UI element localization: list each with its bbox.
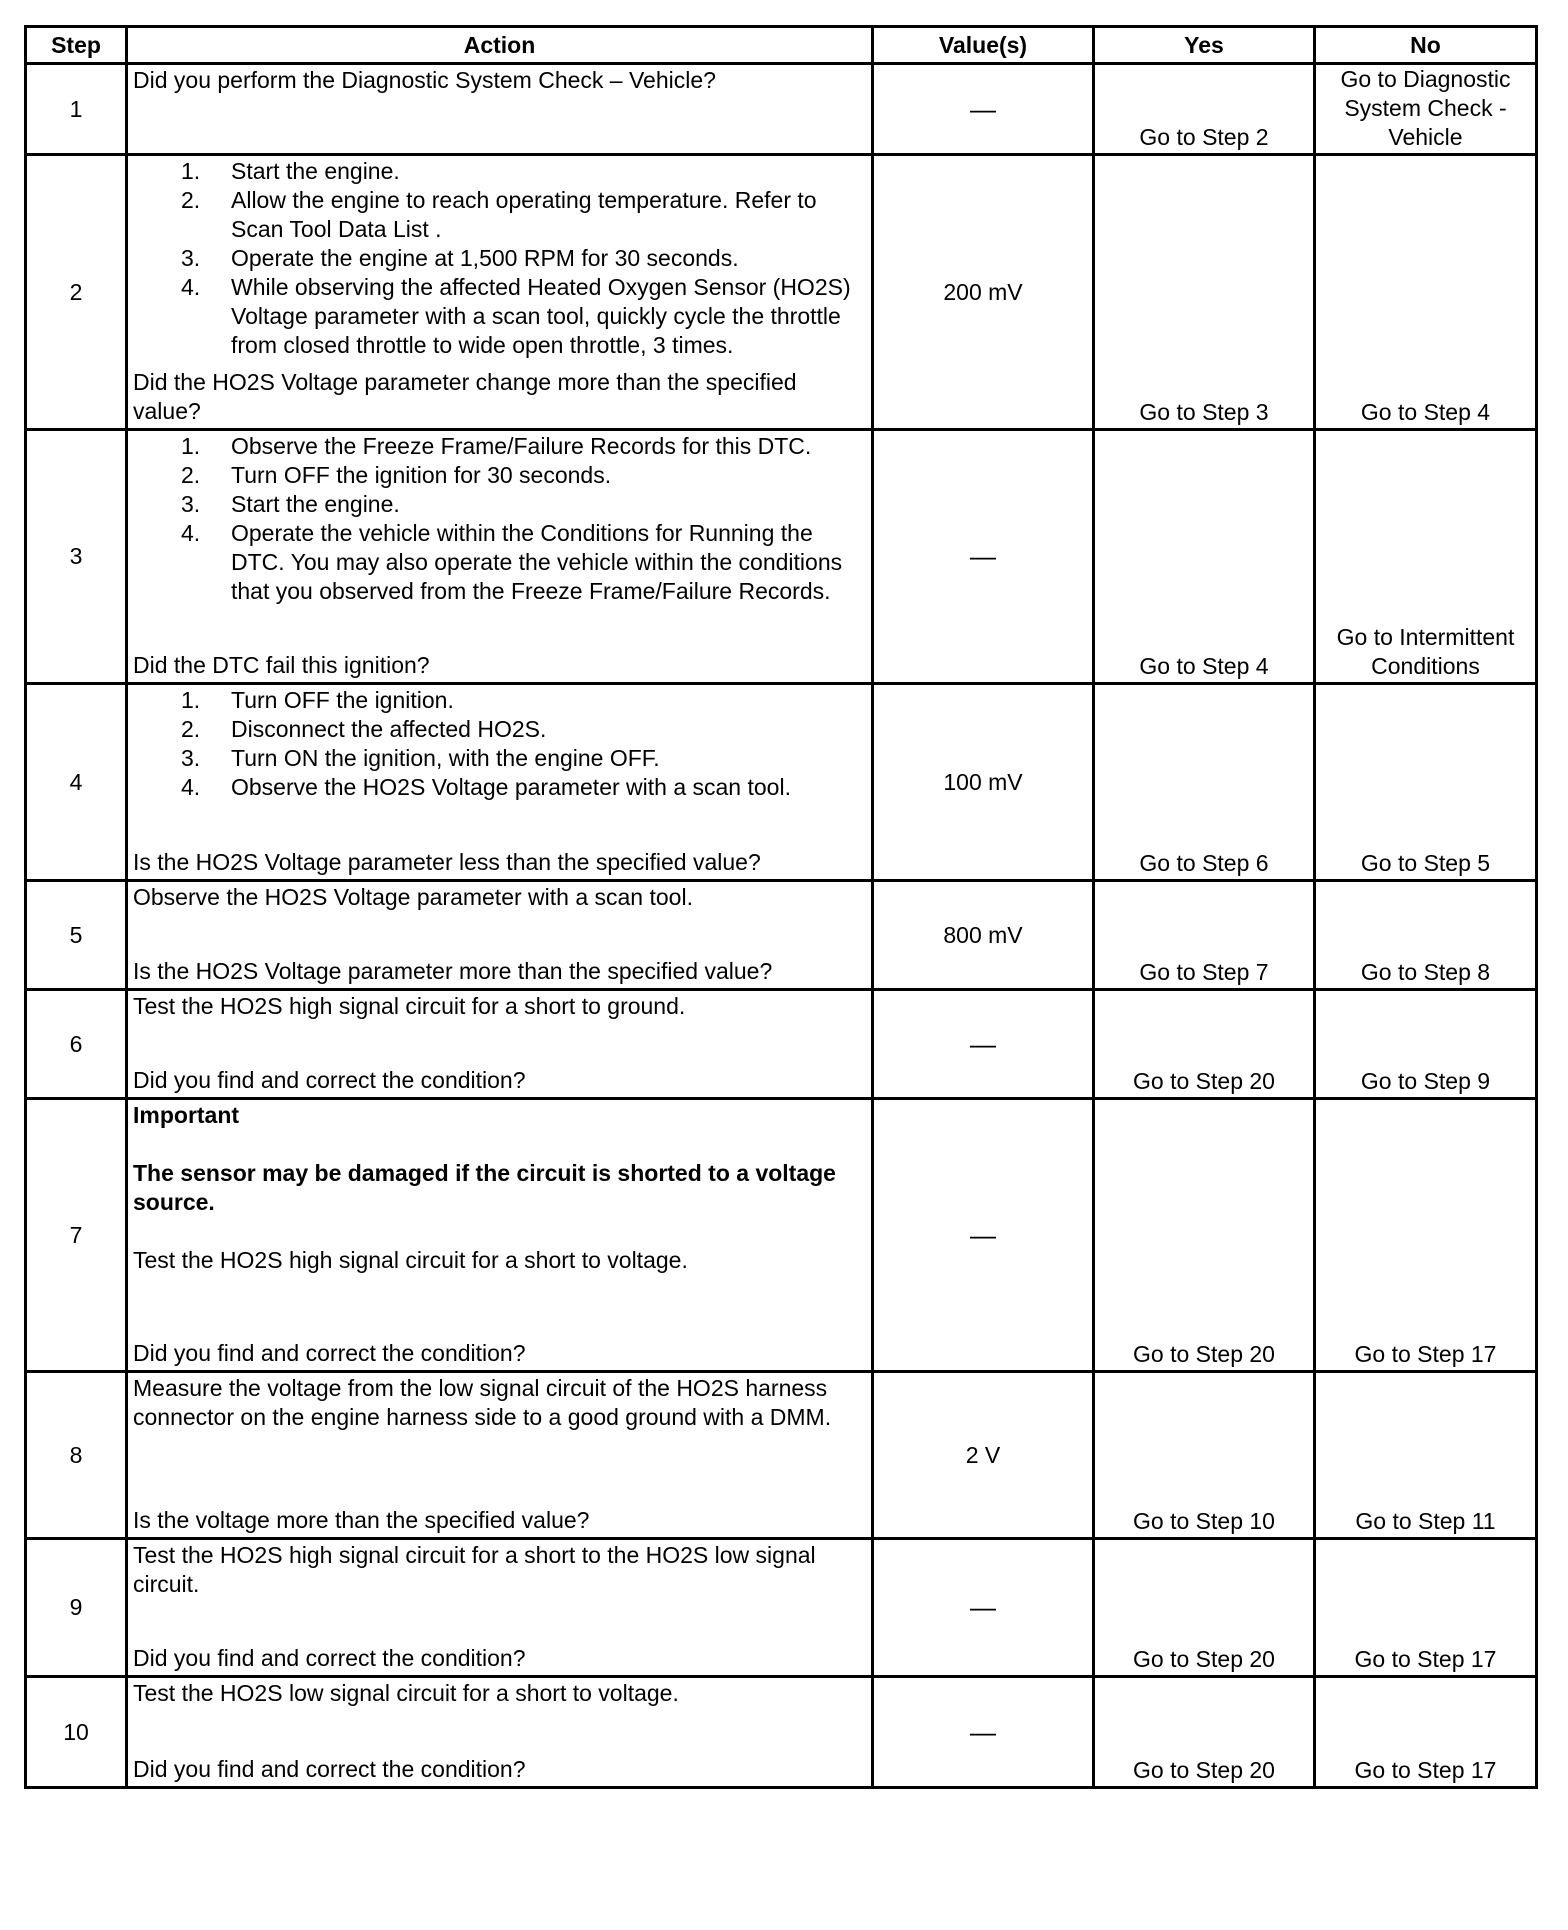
yes-cell: Go to Step 20 [1094, 990, 1315, 1099]
header-action: Action [127, 27, 873, 64]
no-cell: Go to Step 17 [1315, 1099, 1537, 1372]
table-row-step-7 [26, 1099, 1537, 1372]
action-cell [127, 684, 873, 881]
yes-cell: Go to Step 20 [1094, 1677, 1315, 1788]
yes-cell: Go to Step 4 [1094, 430, 1315, 684]
diagnostic-table [24, 25, 1538, 1789]
list-item: 1. Turn OFF the ignition. [181, 687, 454, 713]
action-cell [127, 1372, 873, 1539]
action-text: Test the HO2S high signal circuit for a short to ground. [133, 993, 686, 1019]
header-row [26, 27, 1537, 64]
step-number: 7 [26, 1099, 127, 1372]
step-number: 3 [26, 430, 127, 684]
list-item: 3. Start the engine. [181, 491, 400, 517]
question-text: Did you find and correct the condition? [133, 1067, 526, 1093]
value-cell: — [873, 1539, 1094, 1677]
table-row-step-10 [26, 1677, 1537, 1788]
action-cell [127, 1539, 873, 1677]
yes-cell: Go to Step 20 [1094, 1539, 1315, 1677]
yes-cell: Go to Step 6 [1094, 684, 1315, 881]
yes-cell: Go to Step 7 [1094, 881, 1315, 990]
step-number: 5 [26, 881, 127, 990]
table-row-step-8 [26, 1372, 1537, 1539]
action-text: Measure the voltage from the low signal circuit of the HO2S harness connector on the engine harness side to a good ground with a DMM. [133, 1375, 832, 1430]
list-item: 4. Operate the vehicle within the Conditions for Running the DTC. You may also operate the vehicle within the conditions that you observed from the Freeze Frame/Failure Records. [181, 520, 843, 604]
no-cell: Go to Step 4 [1315, 155, 1537, 430]
action-text: Test the HO2S low signal circuit for a short to voltage. [133, 1680, 679, 1706]
no-cell: Go to Step 11 [1315, 1372, 1537, 1539]
action-cell [127, 430, 873, 684]
step-number: 1 [26, 64, 127, 155]
value-cell: — [873, 430, 1094, 684]
step-number: 9 [26, 1539, 127, 1677]
step-number: 4 [26, 684, 127, 881]
value-cell: 200 mV [873, 155, 1094, 430]
action-cell [127, 155, 873, 430]
action-step-list [133, 157, 867, 360]
step-number: 2 [26, 155, 127, 430]
action-text: Test the HO2S high signal circuit for a short to voltage. [133, 1247, 688, 1273]
list-item: 1. Observe the Freeze Frame/Failure Records for this DTC. [181, 433, 812, 459]
value-cell: 2 V [873, 1372, 1094, 1539]
step-number: 6 [26, 990, 127, 1099]
action-text: Observe the HO2S Voltage parameter with a scan tool. [133, 884, 693, 910]
action-cell [127, 1677, 873, 1788]
question-text: Did the HO2S Voltage parameter change more than the specified value? [133, 369, 797, 424]
action-text: Did you perform the Diagnostic System Check – Vehicle? [133, 67, 716, 93]
no-cell: Go to Step 17 [1315, 1677, 1537, 1788]
no-cell: Go to Step 8 [1315, 881, 1537, 990]
table-row-step-1 [26, 64, 1537, 155]
question-text: Did you find and correct the condition? [133, 1645, 526, 1671]
action-text: Test the HO2S high signal circuit for a short to the HO2S low signal circuit. [133, 1542, 816, 1597]
yes-cell: Go to Step 20 [1094, 1099, 1315, 1372]
list-item: 3. Operate the engine at 1,500 RPM for 30 seconds. [181, 245, 739, 271]
list-item: 4. While observing the affected Heated Oxygen Sensor (HO2S) Voltage parameter with a scan tool, quickly cycle the throttle from closed throttle to wide open throttle, 3 times. [181, 274, 851, 358]
no-cell: Go to Step 5 [1315, 684, 1537, 881]
table-row-step-3 [26, 430, 1537, 684]
question-text: Is the voltage more than the specified value? [133, 1507, 590, 1533]
no-cell: Go to Intermittent Conditions [1315, 430, 1537, 684]
value-cell: — [873, 990, 1094, 1099]
yes-cell: Go to Step 3 [1094, 155, 1315, 430]
list-item: 2. Turn OFF the ignition for 30 seconds. [181, 462, 612, 488]
value-cell: 100 mV [873, 684, 1094, 881]
table-row-step-4 [26, 684, 1537, 881]
important-text: The sensor may be damaged if the circuit is shorted to a voltage source. [133, 1160, 836, 1215]
step-number: 8 [26, 1372, 127, 1539]
value-cell: — [873, 1677, 1094, 1788]
no-cell: Go to Step 17 [1315, 1539, 1537, 1677]
question-text: Did the DTC fail this ignition? [133, 652, 430, 678]
table-row-step-9 [26, 1539, 1537, 1677]
yes-cell: Go to Step 2 [1094, 64, 1315, 155]
list-item: 1. Start the engine. [181, 158, 400, 184]
table-row-step-2 [26, 155, 1537, 430]
question-text: Is the HO2S Voltage parameter less than the specified value? [133, 849, 761, 875]
question-text: Did you find and correct the condition? [133, 1340, 526, 1366]
no-cell: Go to Step 9 [1315, 990, 1537, 1099]
list-item: 4. Observe the HO2S Voltage parameter with a scan tool. [181, 774, 791, 800]
step-number: 10 [26, 1677, 127, 1788]
value-cell: 800 mV [873, 881, 1094, 990]
question-text: Is the HO2S Voltage parameter more than the specified value? [133, 958, 773, 984]
action-cell [127, 990, 873, 1099]
no-cell: Go to Diagnostic System Check - Vehicle [1315, 64, 1537, 155]
list-item: 2. Allow the engine to reach operating temperature. Refer to Scan Tool Data List . [181, 187, 817, 242]
action-cell [127, 64, 873, 155]
header-values: Value(s) [873, 27, 1094, 64]
header-no: No [1315, 27, 1537, 64]
question-text: Did you find and correct the condition? [133, 1756, 526, 1782]
header-yes: Yes [1094, 27, 1315, 64]
value-cell: — [873, 64, 1094, 155]
table-row-step-6 [26, 990, 1537, 1099]
action-step-list [133, 686, 867, 802]
value-cell: — [873, 1099, 1094, 1372]
header-step: Step [26, 27, 127, 64]
action-cell [127, 881, 873, 990]
action-step-list [133, 432, 867, 606]
yes-cell: Go to Step 10 [1094, 1372, 1315, 1539]
important-label: Important [133, 1102, 240, 1128]
list-item: 2. Disconnect the affected HO2S. [181, 716, 547, 742]
list-item: 3. Turn ON the ignition, with the engine OFF. [181, 745, 660, 771]
action-cell [127, 1099, 873, 1372]
table-row-step-5 [26, 881, 1537, 990]
